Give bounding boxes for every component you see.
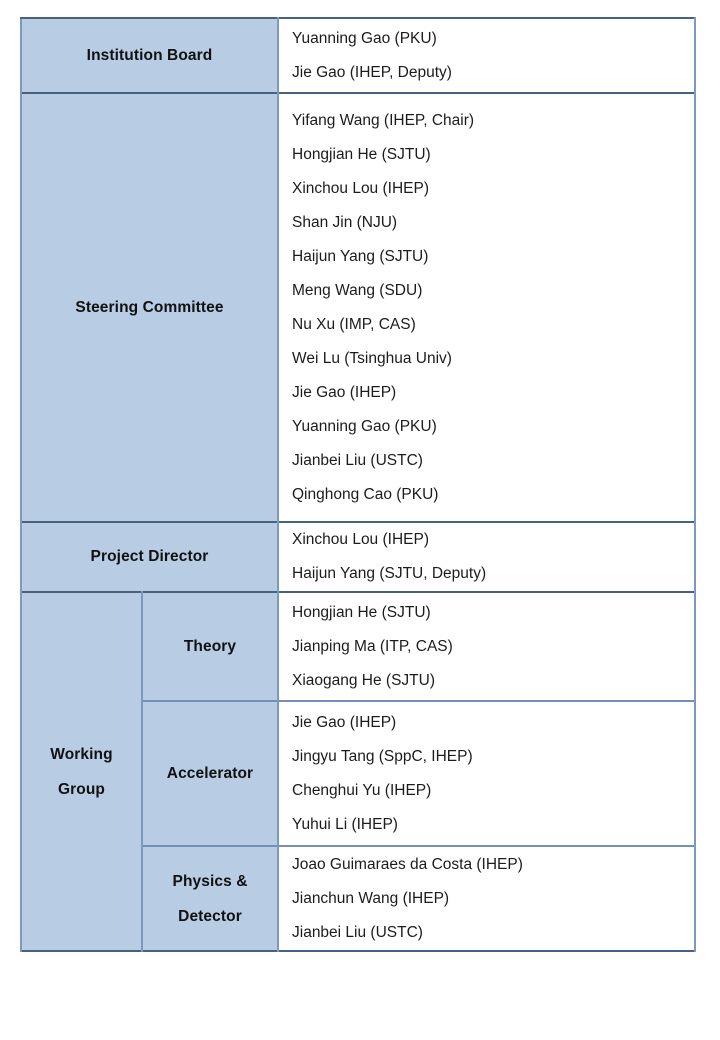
theory-label: Theory [142, 592, 278, 701]
project-director-label: Project Director [21, 522, 278, 592]
project-director-members [278, 522, 695, 592]
member-name: Jie Gao (IHEP, Deputy) [292, 63, 452, 81]
member-name: Jie Gao (IHEP) [292, 383, 397, 401]
org-chart-table [20, 17, 696, 952]
member-name: Shan Jin (NJU) [292, 213, 398, 231]
member-name: Yuanning Gao (PKU) [292, 417, 437, 435]
steering-committee-label: Steering Committee [21, 93, 278, 522]
member-name: Xinchou Lou (IHEP) [292, 179, 429, 197]
member-name: Jingyu Tang (SppC, IHEP) [292, 747, 473, 765]
row-steering-committee [21, 93, 695, 522]
member-name: Xinchou Lou (IHEP) [292, 531, 429, 548]
working-group-label: Working Group [21, 592, 142, 951]
member-name: Joao Guimaraes da Costa (IHEP) [292, 855, 523, 873]
row-project-director [21, 522, 695, 592]
member-name: Meng Wang (SDU) [292, 281, 423, 299]
member-name: Hongjian He (SJTU) [292, 145, 431, 163]
member-name: Nu Xu (IMP, CAS) [292, 315, 416, 333]
member-name: Hongjian He (SJTU) [292, 603, 431, 621]
row-working-group-theory [21, 592, 695, 701]
member-name: Jianbei Liu (USTC) [292, 923, 423, 941]
institution-board-label: Institution Board [21, 18, 278, 93]
member-name: Jianchun Wang (IHEP) [292, 889, 450, 907]
row-institution-board [21, 18, 695, 93]
member-name: Xiaogang He (SJTU) [292, 671, 436, 689]
member-name: Yifang Wang (IHEP, Chair) [292, 111, 475, 129]
member-name: Jianping Ma (ITP, CAS) [292, 637, 453, 655]
member-name: Qinghong Cao (PKU) [292, 485, 439, 503]
member-name: Jie Gao (IHEP) [292, 713, 397, 731]
theory-members [278, 592, 695, 701]
member-name: Yuanning Gao (PKU) [292, 29, 437, 47]
institution-board-members [278, 18, 695, 93]
physics-detector-label: Physics & Detector [142, 846, 278, 951]
member-name: Yuhui Li (IHEP) [292, 815, 398, 833]
physics-detector-members [278, 846, 695, 951]
member-name: Jianbei Liu (USTC) [292, 451, 423, 469]
member-name: Wei Lu (Tsinghua Univ) [292, 349, 452, 367]
member-name: Haijun Yang (SJTU) [292, 247, 429, 265]
member-name: Chenghui Yu (IHEP) [292, 781, 432, 799]
steering-committee-members [278, 93, 695, 522]
member-name: Haijun Yang (SJTU, Deputy) [292, 565, 487, 582]
accelerator-label: Accelerator [142, 701, 278, 846]
accelerator-members [278, 701, 695, 846]
